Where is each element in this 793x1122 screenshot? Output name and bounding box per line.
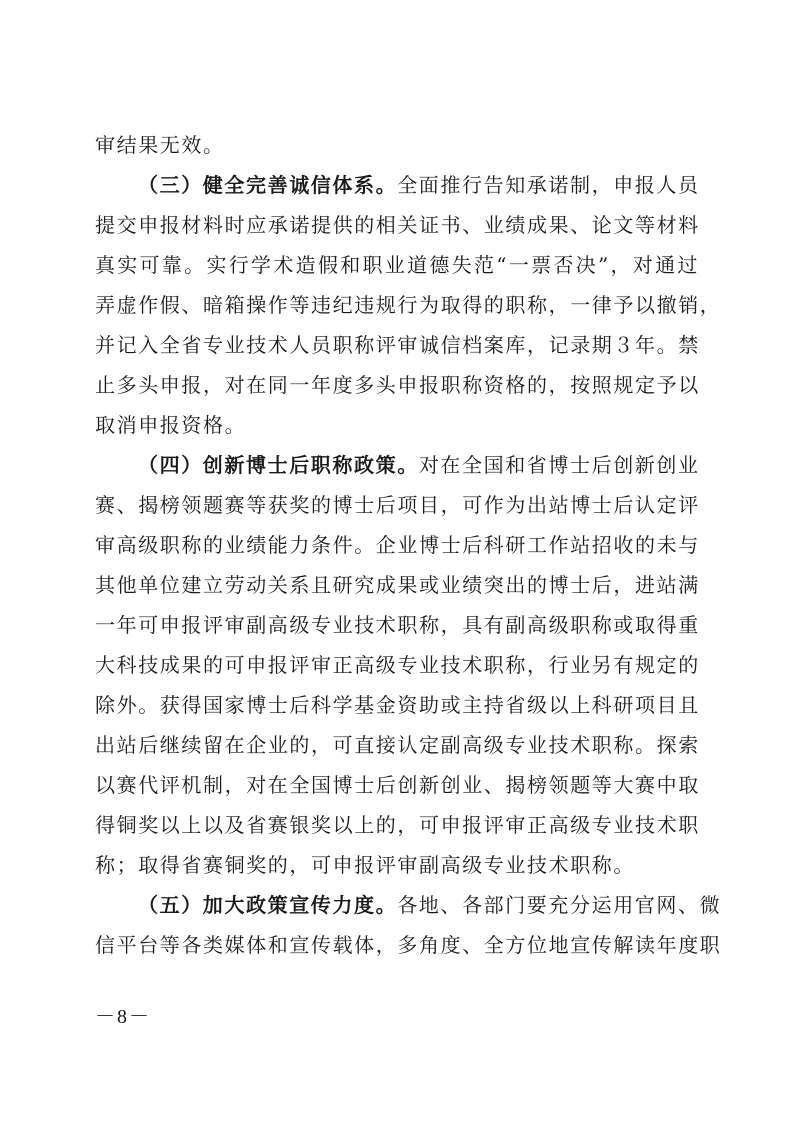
section-heading-4: （四）创新博士后职称政策。 (138, 453, 419, 477)
text-line (95, 128, 699, 168)
text-line (95, 808, 699, 848)
paragraph-text: 止多头申报，对在同一年度多头申报职称资格的，按照规定予以 (95, 373, 700, 397)
section-heading-line (95, 448, 699, 488)
section-heading-line (95, 168, 699, 208)
paragraph-text: 一年可申报评审副高级专业技术职称，具有副高级职称或取得重 (95, 613, 700, 637)
text-line (95, 928, 722, 968)
paragraph-text: 以赛代评机制，对在全国博士后创新创业、揭榜领题等大赛中取 (95, 773, 700, 797)
text-line (95, 248, 699, 288)
paragraph-text: 其他单位建立劳动关系且研究成果或业绩突出的博士后，进站满 (95, 573, 700, 597)
paragraph-text: 信平台等各类媒体和宣传载体，多角度、全方位地宣传解读年度职 (95, 933, 722, 957)
paragraph-text: 提交申报材料时应承诺提供的相关证书、业绩成果、论文等材料 (95, 213, 700, 237)
paragraph-text: 对在全国和省博士后创新创业 (418, 453, 700, 477)
page-number: －8－ (95, 1006, 151, 1028)
section-heading-3: （三）健全完善诚信体系。 (138, 173, 398, 197)
paragraph-text: 除外。获得国家博士后科学基金资助或主持省级以上科研项目且 (95, 693, 700, 717)
text-line (95, 688, 699, 728)
paragraph-text: 出站后继续留在企业的，可直接认定副高级专业技术职称。探索 (95, 733, 700, 757)
text-line (95, 608, 699, 648)
text-line (95, 768, 699, 808)
paragraph-text: 真实可靠。实行学术造假和职业道德失范“一票否决”，对通过 (95, 253, 699, 277)
text-line (95, 488, 699, 528)
text-line (95, 368, 699, 408)
text-line (95, 288, 722, 328)
text-line (95, 328, 699, 368)
text-line (95, 408, 699, 448)
paragraph-text: 并记入全省专业技术人员职称评审诚信档案库，记录期３年。禁 (95, 333, 700, 357)
paragraph-text: 大科技成果的可申报评审正高级专业技术职称，行业另有规定的 (95, 653, 700, 677)
text-line (95, 208, 699, 248)
section-heading-5: （五）加大政策宣传力度。 (138, 893, 398, 917)
paragraph-text: 得铜奖以上以及省赛银奖以上的，可申报评审正高级专业技术职 (95, 813, 700, 837)
text-line (95, 848, 699, 888)
document-body (95, 128, 722, 968)
paragraph-text: 称；取得省赛铜奖的，可申报评审副高级专业技术职称。 (95, 853, 635, 877)
text-line (95, 728, 699, 768)
paragraph-text: 全面推行告知承诺制，申报人员 (397, 173, 700, 197)
paragraph-text: 各地、各部门要充分运用官网、微 (397, 893, 722, 917)
paragraph-text: 审高级职称的业绩能力条件。企业博士后科研工作站招收的未与 (95, 533, 700, 557)
section-heading-line (95, 888, 722, 928)
text-line (95, 648, 699, 688)
text-line (95, 568, 699, 608)
paragraph-text: 赛、揭榜领题赛等获奖的博士后项目，可作为出站博士后认定评 (95, 493, 700, 517)
paragraph-text: 弄虚作假、暗箱操作等违纪违规行为取得的职称，一律予以撤销， (95, 293, 722, 317)
text-line (95, 528, 699, 568)
paragraph-text: 审结果无效。 (95, 133, 225, 157)
paragraph-text: 取消申报资格。 (95, 413, 247, 437)
